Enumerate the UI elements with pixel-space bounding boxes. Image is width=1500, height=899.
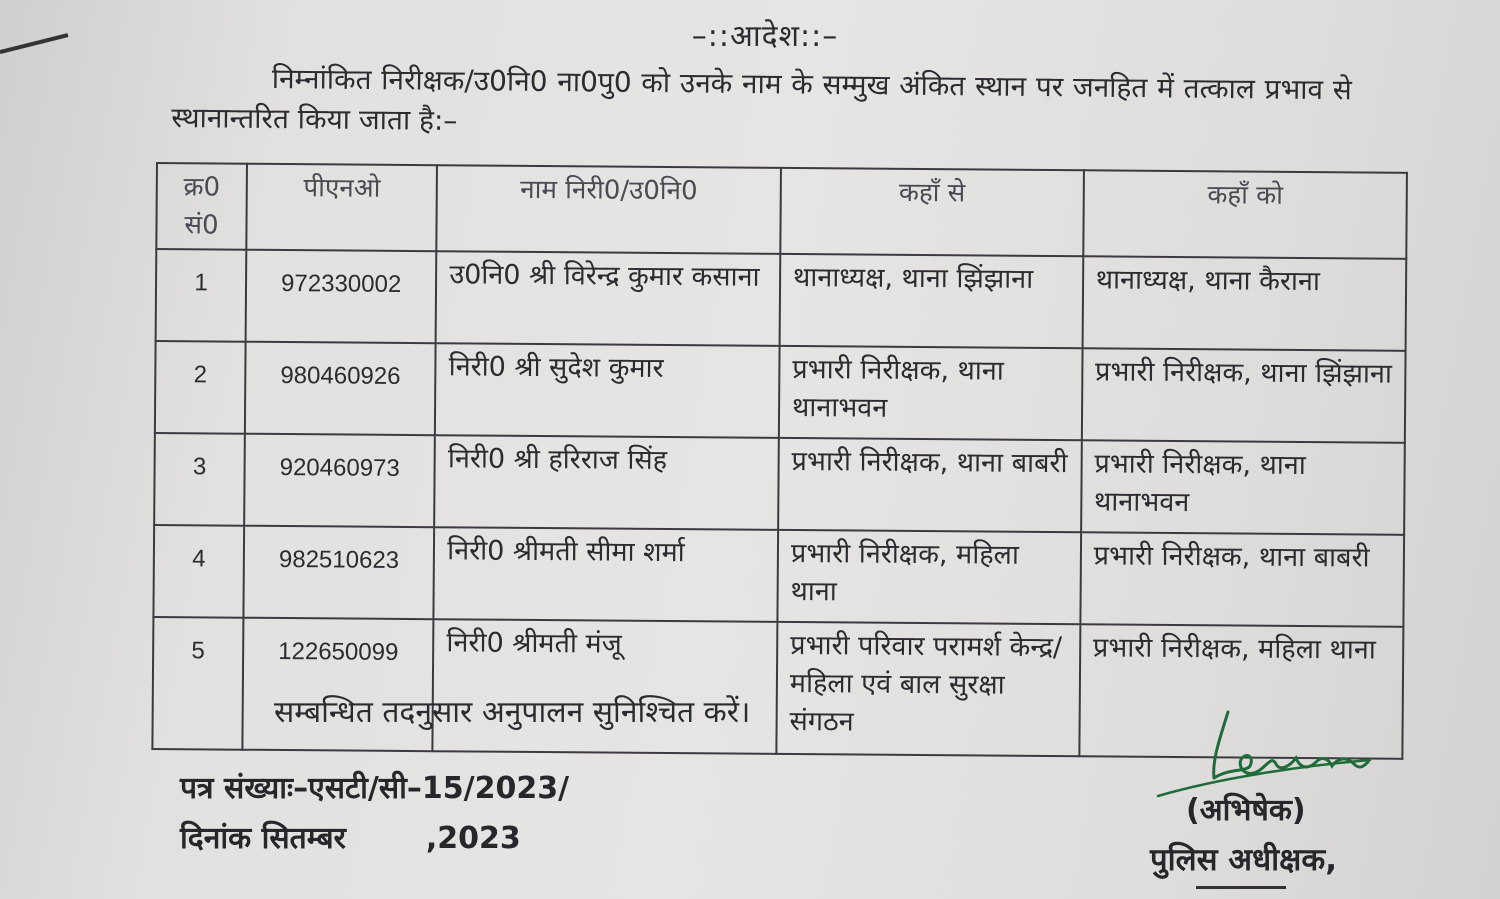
cell-from: थानाध्यक्ष, थाना झिंझाना [780, 254, 1083, 348]
cell-serial: 4 [153, 525, 244, 618]
cell-to: प्रभारी निरीक्षक, महिला थाना [1079, 624, 1403, 759]
table-row [153, 525, 1404, 627]
header-from: कहाँ से [780, 168, 1083, 256]
cell-serial: 3 [154, 433, 245, 526]
cell-from: प्रभारी परिवार परामर्श केन्द्र/महिला एवं बाल सुरक्षा संगठन [776, 622, 1080, 756]
table-row [155, 341, 1406, 443]
cell-to: थानाध्यक्ष, थाना कैराना [1082, 256, 1406, 351]
cell-to: प्रभारी निरीक्षक, थाना बाबरी [1080, 532, 1404, 627]
cell-pno: 972330002 [246, 250, 437, 343]
cell-name: निरी0 श्री सुदेश कुमार [435, 343, 779, 438]
cell-from: प्रभारी निरीक्षक, थाना बाबरी [778, 438, 1081, 532]
cut-off-line [1196, 886, 1286, 895]
cell-from: प्रभारी निरीक्षक, महिला थाना [777, 530, 1080, 624]
transfer-table [151, 162, 1408, 760]
date-year: ,2023 [425, 821, 521, 856]
cell-from: प्रभारी निरीक्षक, थाना थानाभवन [779, 346, 1082, 440]
date-line [180, 816, 521, 857]
letter-number: पत्र संख्याः–एसटी/सी–15/2023/ [180, 771, 570, 806]
cell-to: प्रभारी निरीक्षक, थाना झिंझाना [1082, 348, 1406, 443]
order-intro: निम्नांकित निरीक्षक/उ0नि0 ना0पु0 को उनके नाम के सम्मुख अंकित स्थान पर जनहित में तत्काल प्रभाव से स्थानान्तरित किया जाता है:– [171, 62, 1352, 137]
header-serial: क्र0 सं0 [156, 163, 247, 250]
signatory-name: (अभिषेक) [1186, 793, 1306, 828]
table-header-row [156, 163, 1407, 259]
cell-name: उ0नि0 श्री विरेन्द्र कुमार कसाना [436, 251, 780, 346]
cell-pno: 920460973 [244, 434, 435, 527]
cell-serial: 1 [156, 249, 247, 342]
order-heading: –::आदेश::– [691, 19, 839, 54]
cell-pno: 980460926 [245, 342, 436, 435]
date-label: दिनांक सितम्बर [180, 821, 346, 856]
cell-to: प्रभारी निरीक्षक, थाना थानाभवन [1081, 440, 1405, 535]
cell-name: निरी0 श्रीमती सीमा शर्मा [434, 527, 778, 622]
cell-serial: 5 [152, 617, 243, 750]
cell-name: निरी0 श्रीमती मंजू [433, 619, 778, 754]
compliance-note: सम्बन्धित तदनुसार अनुपालन सुनिश्चित करें। [274, 695, 751, 730]
header-to: कहाँ को [1083, 170, 1407, 259]
cell-pno: 122650099 [242, 618, 433, 751]
cell-name: निरी0 श्री हरिराज सिंह [434, 435, 778, 530]
table-row [154, 433, 1405, 535]
signatory-title: पुलिस अधीक्षक, [1150, 842, 1337, 878]
header-pno: पीएनओ [246, 164, 437, 251]
header-name: नाम निरी0/उ0नि0 [437, 165, 781, 254]
cell-pno: 982510623 [243, 526, 434, 619]
cell-serial: 2 [155, 341, 246, 434]
table-row [156, 249, 1407, 351]
